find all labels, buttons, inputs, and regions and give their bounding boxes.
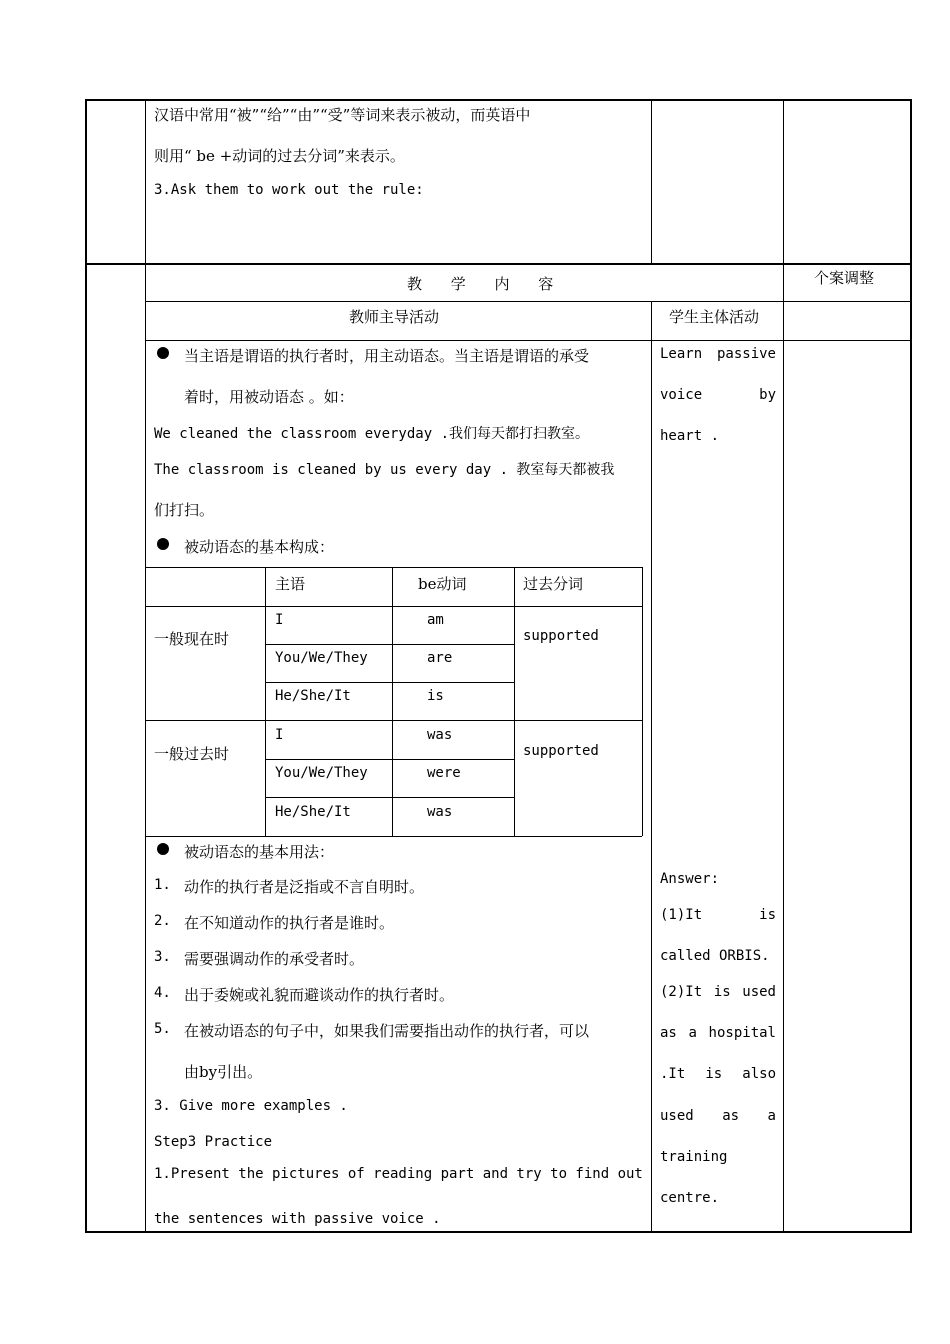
table-cell: are [427, 650, 453, 666]
answer1-line2: called ORBIS. [660, 948, 770, 964]
outer-right-border [910, 99, 912, 1233]
col-divider-adjust-top [783, 99, 784, 264]
bullet-icon [157, 347, 169, 359]
content-title: 教 学 内 容 [407, 275, 566, 293]
col-divider-left [145, 99, 146, 1232]
give-examples: 3. Give more examples . [154, 1098, 348, 1114]
bullet-icon [157, 843, 169, 855]
usage-text: 在被动语态的句子中，如果我们需要指出动作的执行者，可以 [184, 1022, 590, 1040]
answer2-line3: .It is also [660, 1066, 776, 1082]
usage-text: 动作的执行者是泛指或不言自明时。 [184, 878, 425, 896]
table-cell: were [427, 765, 461, 781]
table-cell: You/We/They [275, 650, 368, 666]
adjust-title: 个案调整 [814, 269, 875, 287]
example-active: We cleaned the classroom everyday .我们每天都打扫教室。 [154, 426, 590, 442]
rule1-line1: 当主语是谓语的执行者时，用主动语态。当主语是谓语的承受 [184, 347, 590, 365]
table-cell: am [427, 612, 444, 628]
table-cell: I [275, 612, 284, 628]
usage-text: 在不知道动作的执行者是谁时。 [184, 914, 395, 932]
answer-label: Answer: [660, 871, 720, 887]
top-line-2: 则用“ be +动词的过去分词”来表示。 [154, 147, 405, 165]
table-header-participle: 过去分词 [523, 575, 584, 593]
header-divider-2 [145, 340, 911, 341]
answer1-line1: (1)It is [660, 907, 776, 923]
usage-num: 5. [154, 1021, 171, 1037]
usage-num: 3. [154, 949, 171, 965]
top-line-3: 3.Ask them to work out the rule: [154, 182, 424, 198]
participle-past: supported [523, 743, 599, 759]
usage-text-cont: 由by引出。 [184, 1063, 263, 1081]
answer2-line1: (2)It is used [660, 984, 776, 1000]
rule1-line2: 着时，用被动语态 。如： [184, 388, 354, 406]
student-col-header: 学生主体活动 [669, 308, 760, 326]
example-passive-line2: 们打扫。 [154, 501, 215, 519]
practice-line1: 1.Present the pictures of reading part and try to find out [154, 1166, 643, 1182]
usage-title: 被动语态的基本用法： [184, 843, 335, 861]
col-divider-student-top [651, 99, 652, 264]
table-cell: He/She/It [275, 804, 351, 820]
top-line-1: 汉语中常用“被”“给”“由”“受”等词来表示被动，而英语中 [154, 106, 531, 124]
outer-top-border [85, 99, 911, 101]
col-divider-adjust [783, 264, 784, 1232]
teacher-col-header: 教师主导活动 [349, 308, 440, 326]
answer2-line2: as a hospital [660, 1025, 776, 1041]
outer-left-border [85, 99, 87, 1233]
step3-heading: Step3 Practice [154, 1134, 273, 1150]
answer2-line5: training [660, 1149, 728, 1165]
usage-text: 出于委婉或礼貌而避谈动作的执行者时。 [184, 986, 455, 1004]
example-passive-line1: The classroom is cleaned by us every day . 教室每天都被我 [154, 462, 615, 478]
col-divider-student [651, 301, 652, 1232]
usage-num: 4. [154, 985, 171, 1001]
header-divider-1 [145, 301, 911, 302]
usage-num: 1. [154, 877, 171, 893]
table-cell: He/She/It [275, 688, 351, 704]
table-cell: is [427, 688, 444, 704]
usage-num: 2. [154, 913, 171, 929]
bullet-icon [157, 538, 169, 550]
table-cell: You/We/They [275, 765, 368, 781]
table-cell: I [275, 727, 284, 743]
student-learn-line2: voice by [660, 387, 776, 403]
tense-past: 一般过去时 [154, 745, 230, 763]
table-header-subject: 主语 [275, 575, 306, 593]
section-divider [85, 263, 911, 265]
usage-text: 需要强调动作的承受者时。 [184, 950, 365, 968]
answer2-line4: used as a [660, 1108, 776, 1124]
structure-title: 被动语态的基本构成： [184, 538, 335, 556]
student-learn-line3: heart . [660, 428, 720, 444]
table-cell: was [427, 804, 453, 820]
tense-present: 一般现在时 [154, 630, 230, 648]
practice-line2: the sentences with passive voice . [154, 1211, 441, 1227]
participle-present: supported [523, 628, 599, 644]
outer-bottom-border [85, 1231, 911, 1233]
answer2-line6: centre. [660, 1190, 720, 1206]
table-cell: was [427, 727, 453, 743]
table-header-be: be动词 [418, 575, 467, 593]
student-learn-line1: Learn passive [660, 346, 776, 362]
